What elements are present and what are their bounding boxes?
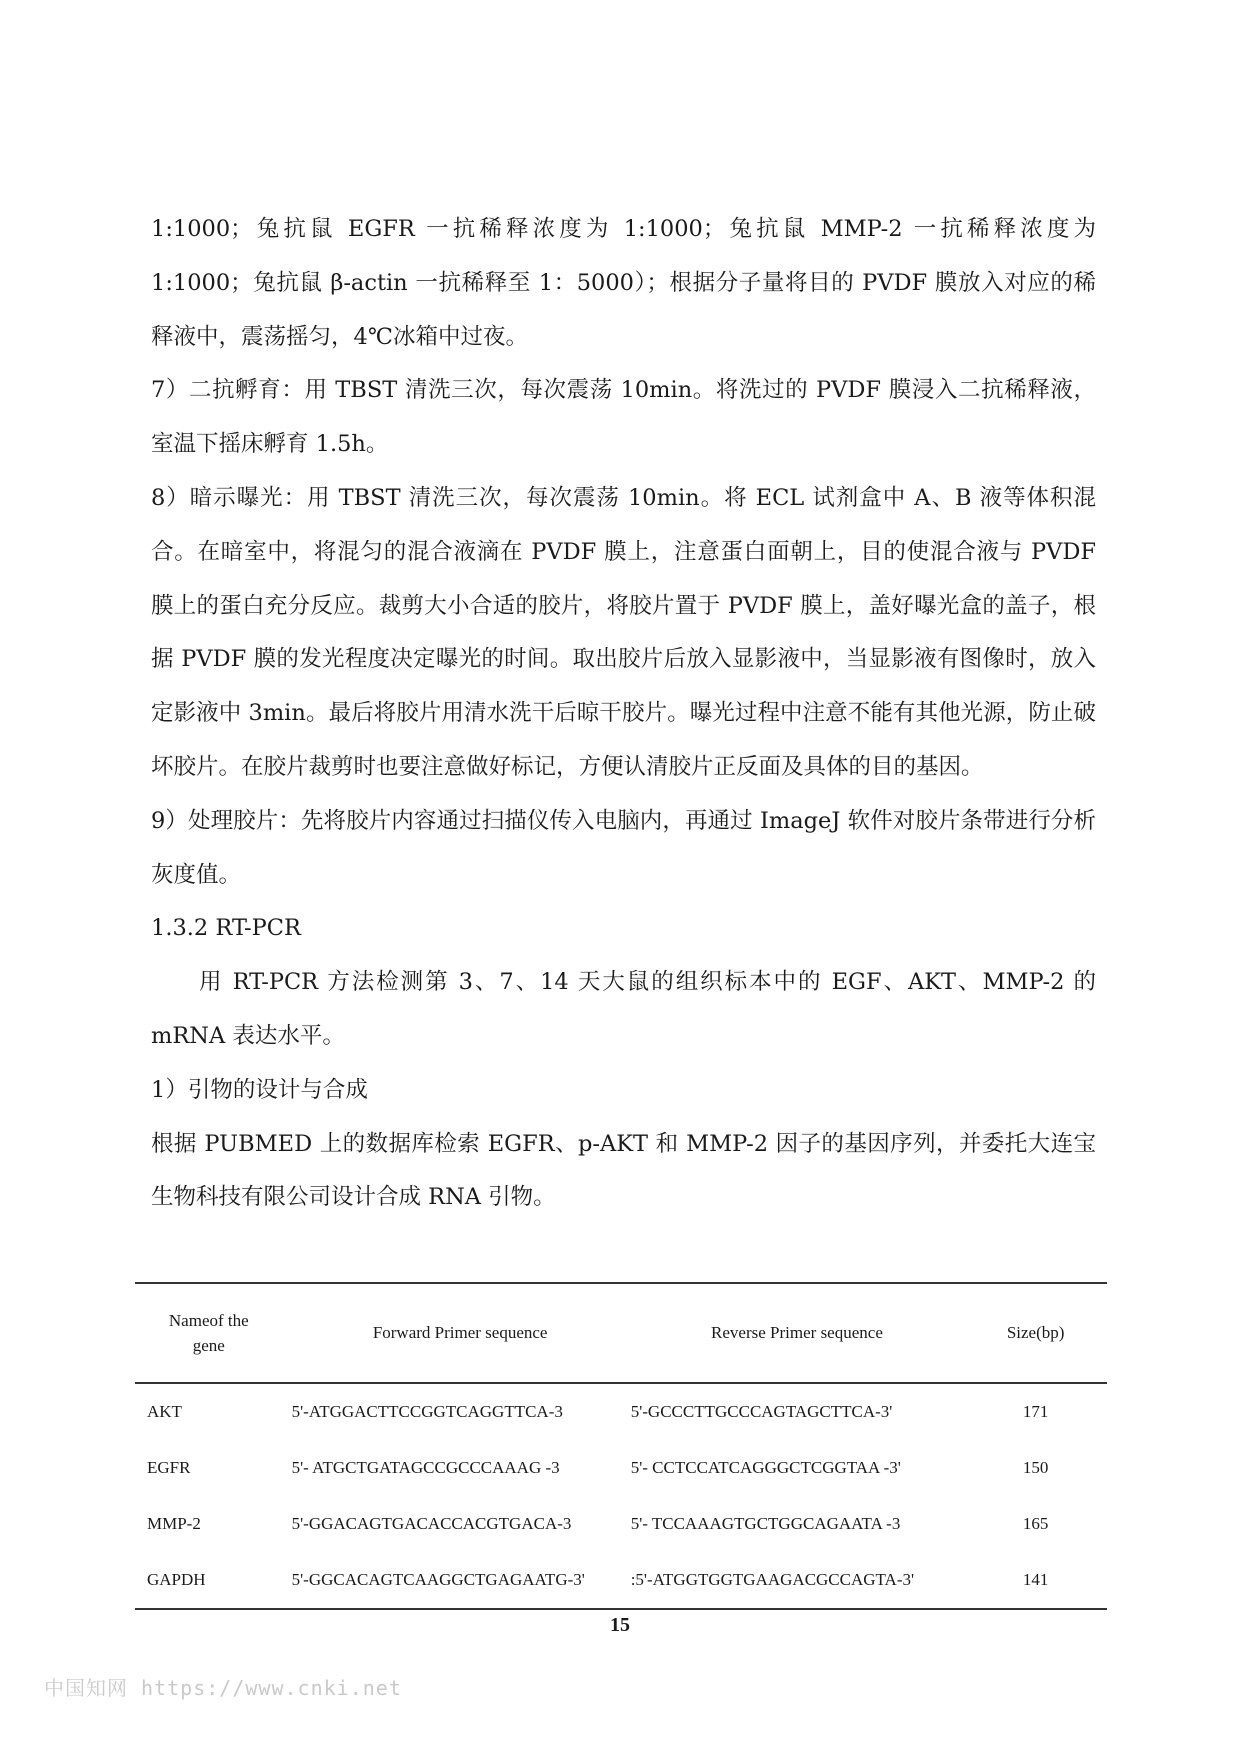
cell-size: 150 (1022, 1458, 1049, 1477)
table-row (135, 1383, 1107, 1440)
cell-forward: 5'- ATGCTGATAGCCGCCCAAAG -3 (291, 1458, 560, 1477)
cell-gene: EGFR (147, 1458, 191, 1477)
table-row (135, 1440, 1107, 1496)
primer-table (135, 1282, 1107, 1610)
watermark: 中国知网 https://www.cnki.net (44, 1676, 402, 1700)
paragraph-primary-antibody: 1:1000；兔抗鼠 EGFR 一抗稀释浓度为 1:1000；兔抗鼠 MMP-2 一抗稀释浓度为 1:1000；兔抗鼠 β-actin 一抗稀释至 1：5000）；根据分子量将目的 PVDF 膜放入对应的稀释液中，震荡摇匀，4℃冰箱中过夜。 (151, 216, 1096, 350)
cell-reverse: 5'-GCCCTTGCCCAGTAGCTTCA-3' (630, 1402, 893, 1421)
page-body (151, 203, 1096, 1225)
paragraph-film-processing: 9）处理胶片：先将胶片内容通过扫描仪传入电脑内，再通过 ImageJ 软件对胶片条带进行分析灰度值。 (151, 807, 1096, 888)
table-header-row (135, 1283, 1107, 1383)
table-row (135, 1552, 1107, 1609)
cell-gene: GAPDH (147, 1570, 206, 1589)
cell-size: 171 (1022, 1402, 1049, 1421)
paragraph-exposure: 8）暗示曝光：用 TBST 清洗三次，每次震荡 10min。将 ECL 试剂盒中 A、B 液等体积混合。在暗室中，将混匀的混合液滴在 PVDF 膜上，注意蛋白面朝上，目的使混合液与 PVDF 膜上的蛋白充分反应。裁剪大小合适的胶片，将胶片置于 PVDF 膜上，盖好曝光盒的盖子，根据 PVDF 膜的发光程度决定曝光的时间。取出胶片后放入显影液中，当显影液有图像时，放入定影液中 3min。最后将胶片用清水洗干后晾干胶片。曝光过程中注意不能有其他光源，防止破坏胶片。在胶片裁剪时也要注意做好标记，方便认清胶片正反面及具体的目的基因。 (151, 484, 1096, 780)
header-gene: Nameof the gene (168, 1311, 249, 1355)
cell-reverse: 5'- TCCAAAGTGCTGGCAGAATA -3 (630, 1514, 901, 1533)
cell-gene: MMP-2 (147, 1514, 201, 1533)
cell-forward: 5'-ATGGACTTCCGGTCAGGTTCA-3 (291, 1402, 563, 1421)
section-intro: 用 RT-PCR 方法检测第 3、7、14 天大鼠的组织标本中的 EGF、AKT、MMP-2 的 mRNA 表达水平。 (151, 969, 1096, 1049)
header-reverse: Reverse Primer sequence (711, 1323, 883, 1342)
page-number: 15 (610, 1614, 630, 1636)
header-forward: Forward Primer sequence (372, 1323, 548, 1342)
cell-size: 141 (1022, 1570, 1049, 1589)
cell-size: 165 (1022, 1514, 1049, 1533)
step1-text: 根据 PUBMED 上的数据库检索 EGFR、p-AKT 和 MMP-2 因子的基因序列，并委托大连宝生物科技有限公司设计合成 RNA 引物。 (151, 1130, 1096, 1211)
paragraph-secondary-antibody: 7）二抗孵育：用 TBST 清洗三次，每次震荡 10min。将洗过的 PVDF 膜浸入二抗稀释液，室温下摇床孵育 1.5h。 (151, 377, 1096, 458)
cell-reverse: :5'-ATGGTGGTGAAGACGCCAGTA-3' (630, 1570, 915, 1589)
section-heading: 1.3.2 RT-PCR (151, 915, 301, 942)
cell-reverse: 5'- CCTCCATCAGGGCTCGGTAA -3' (630, 1458, 901, 1477)
step1-heading: 1）引物的设计与合成 (151, 1076, 368, 1103)
cell-gene: AKT (147, 1402, 182, 1421)
header-size: Size(bp) (1006, 1323, 1065, 1342)
table-row (135, 1496, 1107, 1552)
cell-forward: 5'-GGCACAGTCAAGGCTGAGAATG-3' (291, 1570, 585, 1589)
cell-forward: 5'-GGACAGTGACACCACGTGACA-3 (291, 1514, 572, 1533)
